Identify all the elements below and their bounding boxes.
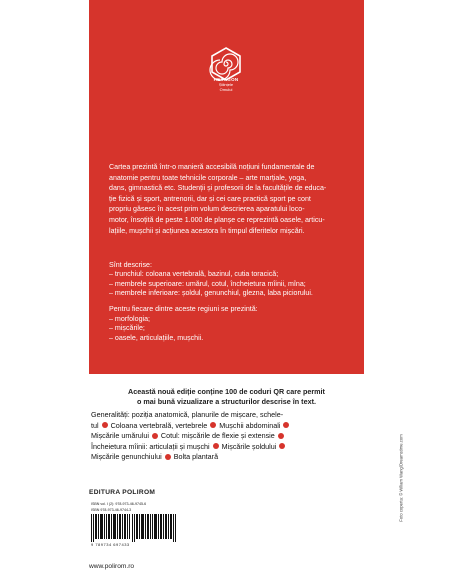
isbn-block <box>89 502 185 552</box>
logo-series-name: HEXAGON <box>213 77 239 82</box>
bullet-dot-icon <box>102 422 108 428</box>
barcode-number: 9 789734 697433 <box>91 542 130 547</box>
intro-paragraph: Cartea prezintă într-o manieră accesibilă noțiuni fundamentale de anatomie pentru toate tehnicile corporale – arte marțiale, yoga, dans, gimnastică etc. Studenții și profesorii de la facultățile de educa- ție fizică și sport, antrenorii, dar și cei care practică sport pe cont propriu găsesc în acest prim volum descrierea aparatului loco- motor, însoțită de peste 1.000 de planșe ce reprezintă oasele, articu- lațiile, mușchii și acțiunea acestora în timpul diferitelor mișcări. <box>109 163 327 235</box>
toc-line-2: tul Coloana vertebrală, vertebrele Mușchii abdominali <box>91 421 366 432</box>
bullet-dot-icon <box>213 443 219 449</box>
toc-line-4: Încheietura mîinii: articulații și mușchi Mișcările șoldului <box>91 442 366 453</box>
toc-line-1: Generalități: poziția anatomică, planurile de mișcare, schele- <box>91 410 284 419</box>
bullet-dot-icon <box>210 422 216 428</box>
red-text-panel <box>89 0 364 374</box>
logo-series-subtitle: Științele Omului <box>218 82 234 92</box>
barcode-icon <box>91 514 179 542</box>
bullet-dot-icon <box>165 454 171 460</box>
qr-codes-note: Această nouă ediție conține 100 de coduri QR care permit o mai bună vizualizare a structurilor descrise în text. <box>128 387 325 406</box>
bullet-dot-icon <box>278 433 284 439</box>
publisher-name: EDITURA POLIROM <box>89 489 156 496</box>
publisher-website: www.polirom.ro <box>89 563 135 570</box>
bullet-dot-icon <box>279 443 285 449</box>
described-list: Sînt descrise: – trunchiul: coloana vertebrală, bazinul, cutia toracică; – membrele superioare: umărul, cotul, încheietura mîinii, mîna; – membrele inferioare: șoldul, genunchiul, glezna, laba piciorului. <box>109 261 313 298</box>
photo-credit: Foto coperta: © Wiliam Wang/Dreamstime.com <box>398 434 404 522</box>
toc-line-5: Mișcările genunchiului Bolta plantară <box>91 452 219 462</box>
bullet-dot-icon <box>152 433 158 439</box>
regions-list: Pentru fiecare dintre aceste regiuni se prezintă: – morfologia; – mișcările; – oasele, articulațiile, mușchii. <box>109 305 258 342</box>
toc-line-3: Mișcările umărului Cotul: mișcările de flexie și extensie <box>91 431 366 442</box>
isbn-general: ISBN 978-973-46-9744-3 <box>91 508 132 512</box>
hexagon-spiral-logo-icon <box>206 45 246 105</box>
contents-list <box>91 410 366 463</box>
isbn-volume: ISBN vol. I (2): 978-973-46-9745-6 <box>91 502 147 506</box>
bullet-dot-icon <box>283 422 289 428</box>
